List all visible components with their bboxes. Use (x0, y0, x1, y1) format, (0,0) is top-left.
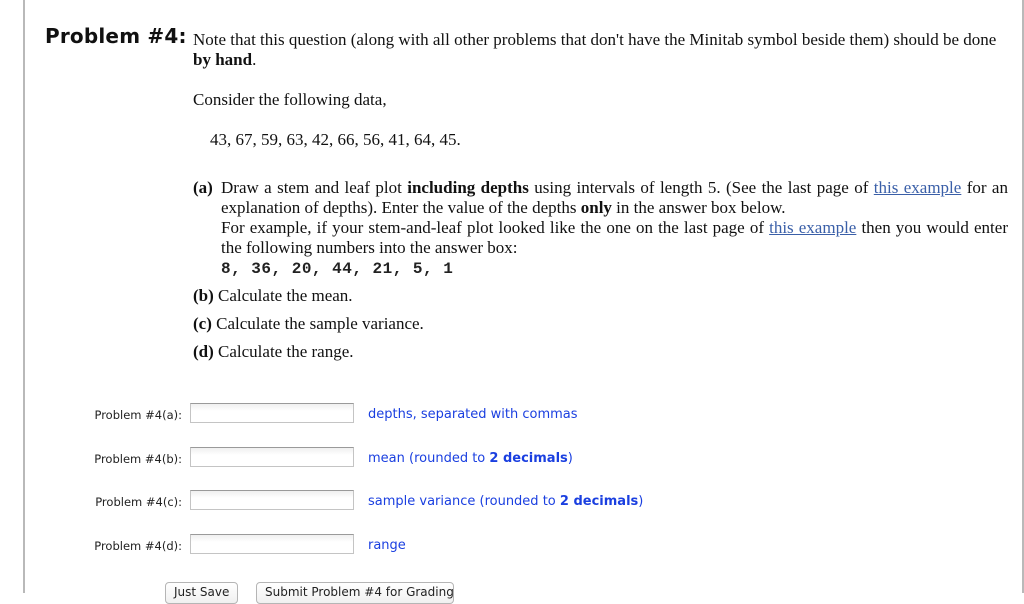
part-c (193, 314, 1013, 334)
intro-text: Note that this question (along with all other problems that don't have the Minitab symbol beside them) should be done (193, 30, 997, 49)
part-a-bold-depths: including depths (407, 178, 529, 197)
part-a-body (221, 178, 1008, 279)
example-link-2[interactable]: this example (769, 218, 857, 237)
part-b (193, 286, 1013, 306)
answer-label-c: Problem #4(c): (95, 495, 182, 509)
answer-input-b[interactable] (190, 447, 354, 467)
hint-bold: 2 decimals (489, 451, 568, 466)
part-a-text: using intervals of length 5. (See the last page of (528, 178, 874, 197)
intro-end: . (252, 50, 257, 69)
part-a-text: in the answer box below. (611, 198, 786, 217)
answer-row-c (0, 490, 1024, 514)
part-d-label: (d) (193, 342, 214, 361)
answer-row-d (0, 534, 1024, 558)
answer-label-a: Problem #4(a): (94, 408, 182, 422)
answer-label-d: Problem #4(d): (94, 539, 182, 553)
dataset: 43, 67, 59, 63, 42, 66, 56, 41, 64, 45. (210, 130, 461, 149)
part-b-label: (b) (193, 286, 214, 305)
submit-for-grading-button[interactable]: Submit Problem #4 for Grading (256, 582, 454, 604)
answer-hint-a (368, 407, 578, 422)
answer-hint-d (368, 538, 406, 553)
hint-end: ) (567, 451, 573, 466)
part-a-bold-only: only (580, 198, 612, 217)
part-d-text: Calculate the range. (213, 342, 354, 361)
part-b-text: Calculate the mean. (213, 286, 353, 305)
hint-text: range (368, 538, 406, 553)
part-a-label: (a) (193, 178, 213, 197)
part-c-text: Calculate the sample variance. (211, 314, 424, 333)
answer-row-a (0, 403, 1024, 427)
problem-intro (193, 30, 1013, 70)
part-a-text: for an explanation of depths). Enter the value of the depths (221, 178, 1008, 217)
problem-heading: Problem #4: (45, 24, 187, 48)
answer-row-b (0, 447, 1024, 471)
part-c-label: (c) (193, 314, 212, 333)
intro-bold: by hand (193, 50, 253, 69)
example-numbers: 8, 36, 20, 44, 21, 5, 1 (221, 260, 454, 278)
hint-text: mean (rounded to (368, 451, 490, 466)
hint-text: sample variance (rounded to (368, 494, 560, 509)
answer-input-c[interactable] (190, 490, 354, 510)
answer-hint-b (368, 451, 573, 466)
just-save-button[interactable]: Just Save (165, 582, 238, 604)
consider-text: Consider the following data, (193, 90, 387, 109)
part-a-text: then you would enter the following numbers into the answer box: (221, 218, 1008, 257)
example-link-1[interactable]: this example (873, 178, 962, 197)
answer-input-a[interactable] (190, 403, 354, 423)
hint-bold: 2 decimals (559, 494, 639, 509)
part-a-text: Draw a stem and leaf plot (221, 178, 408, 197)
answer-label-b: Problem #4(b): (94, 452, 182, 466)
answer-hint-c (368, 494, 643, 509)
hint-text: depths, separated with commas (368, 407, 578, 422)
part-d (193, 342, 1013, 362)
part-a-text: For example, if your stem-and-leaf plot looked like the one on the last page of (221, 218, 770, 237)
answer-input-d[interactable] (190, 534, 354, 554)
hint-end: ) (638, 494, 644, 509)
